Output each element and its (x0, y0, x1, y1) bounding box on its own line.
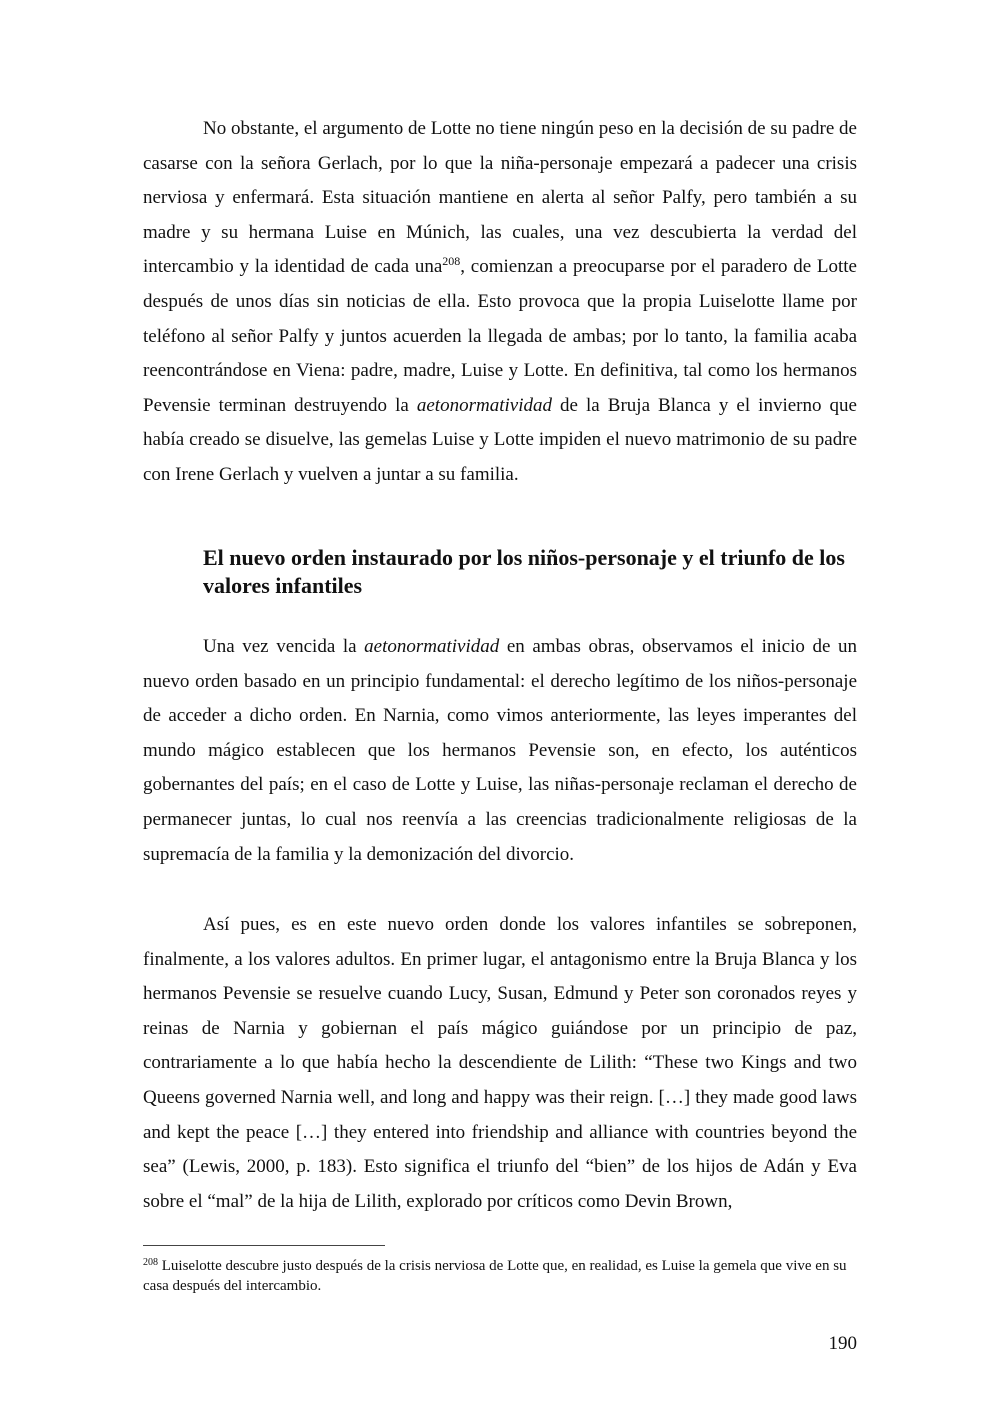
footnote (143, 1256, 857, 1296)
paragraph-1-text-c: de la Bruja Blanca y el invierno que había creado se disuelve, las gemelas Luise y Lotte impiden el nuevo matrimonio de su padre con Irene Gerlach y vuelven a juntar a su familia. (143, 394, 857, 485)
page-number: 190 (828, 1333, 857, 1354)
footnote-separator (143, 1245, 385, 1246)
paragraph-1-text-a: No obstante, el argumento de Lotte no tiene ningún peso en la decisión de su padre de casarse con la señora Gerlach, por lo que la niña-personaje empezará a padecer una crisis nerviosa y enfermará. Esta situación mantiene en alerta al señor Palfy, pero también a su madre y su hermana Luise en Múnich, las cuales, una vez descubierta la verdad del intercambio y la identidad de cada una (143, 118, 857, 278)
footnote-number: 208 (143, 1257, 158, 1268)
paragraph-2-text-a: Una vez vencida la (203, 636, 365, 657)
footnote-reference-208[interactable]: 208 (442, 254, 461, 269)
emphasis-term: aetonormatividad (364, 636, 500, 657)
paragraph-2-text-b: en ambas obras, observamos el inicio de un nuevo orden basado en un principio fundamental: el derecho legítimo de los niños-personaje de acceder a dicho orden. En Narnia, como vimos anteriormente, las leyes imperantes del mundo mágico establecen que los hermanos Pevensie son, en efecto, los auténticos gobernantes del país; en el caso de Lotte y Luise, las niñas-personaje reclaman el derecho de permanecer juntas, lo cual nos reenvía a las creencias tradicionalmente religiosas de la supremacía de la familia y la demonización del divorcio. (143, 636, 857, 865)
body-paragraph-1 (143, 112, 857, 493)
footnote-text: Luiselotte descubre justo después de la crisis nerviosa de Lotte que, en realidad, es Luise la gemela que vive en su casa después del intercambio. (143, 1258, 847, 1294)
emphasis-term: aetonormatividad (416, 394, 552, 416)
body-paragraph-2 (143, 630, 857, 872)
body-paragraph-3: Así pues, es en este nuevo orden donde los valores infantiles se sobreponen, finalmente, a los valores adultos. En primer lugar, el antagonismo entre la Bruja Blanca y los hermanos Pevensie se resuelve cuando Lucy, Susan, Edmund y Peter son coronados reyes y reinas de Narnia y gobiernan el país mágico guiándose por un principio de paz, contrariamente a lo que había hecho la descendiente de Lilith: “These two Kings and two Queens governed Narnia well, and long and happy was their reign. […] they made good laws and kept the peace […] they entered into friendship and alliance with countries beyond the sea” (Lewis, 2000, p. 183). Esto significa el triunfo del “bien” de los hijos de Adán y Eva sobre el “mal” de la hija de Lilith, explorado por críticos como Devin Brown, (143, 914, 857, 1212)
paragraph-1-text-b: , comienzan a preocuparse por el paradero de Lotte después de unos días sin noticias de ella. Esto provoca que la propia Luiselotte llame por teléfono al señor Palfy y juntos acuerden la llegada de ambas; por lo tanto, la familia acaba reencontrándose en Viena: padre, madre, Luise y Lotte. En definitiva, tal como los hermanos Pevensie terminan destruyendo la (143, 256, 857, 416)
section-heading: El nuevo orden instaurado por los niños-personaje y el triunfo de los valores infantiles (203, 545, 845, 598)
